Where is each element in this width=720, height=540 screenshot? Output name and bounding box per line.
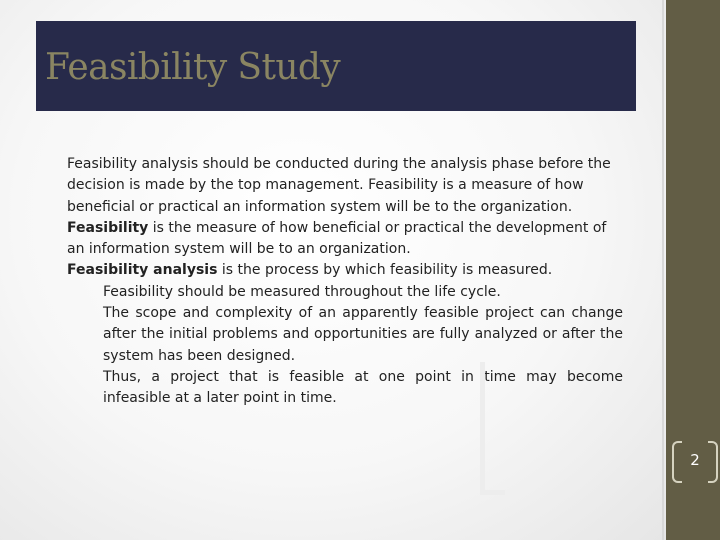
sub-point-life-cycle: Feasibility should be measured throughout the life cycle.	[103, 283, 501, 300]
term-feasibility: Feasibility	[67, 219, 149, 236]
page-number: 2	[690, 451, 700, 469]
title-band	[36, 21, 636, 111]
definition-feasibility: is the measure of how beneficial or practical the development of an information system will be to an organization.	[67, 219, 607, 258]
slide-title: Feasibility Study	[45, 47, 341, 88]
definition-feasibility-analysis: is the process by which feasibility is measured.	[217, 262, 553, 279]
side-bar-divider	[662, 0, 664, 540]
paragraph-intro: Feasibility analysis should be conducted during the analysis phase before the decision is made by the top management. Feasibility is a measure of how beneficial or practical an information system will be to the organization.	[67, 156, 611, 215]
term-feasibility-analysis: Feasibility analysis	[67, 262, 218, 279]
sub-point-infeasible: Thus, a project that is feasible at one point in time may become infeasible at a later point in time.	[103, 368, 623, 407]
paragraph-analysis-definition	[67, 260, 623, 281]
page-number-badge	[672, 441, 718, 481]
sub-point-scope-change: The scope and complexity of an apparently feasible project can change after the initial problems and opportunities are fully analyzed or after the system has been designed.	[103, 305, 623, 364]
decorative-bracket	[480, 362, 505, 495]
slide-body	[67, 154, 623, 410]
paragraph-definition	[67, 218, 623, 261]
